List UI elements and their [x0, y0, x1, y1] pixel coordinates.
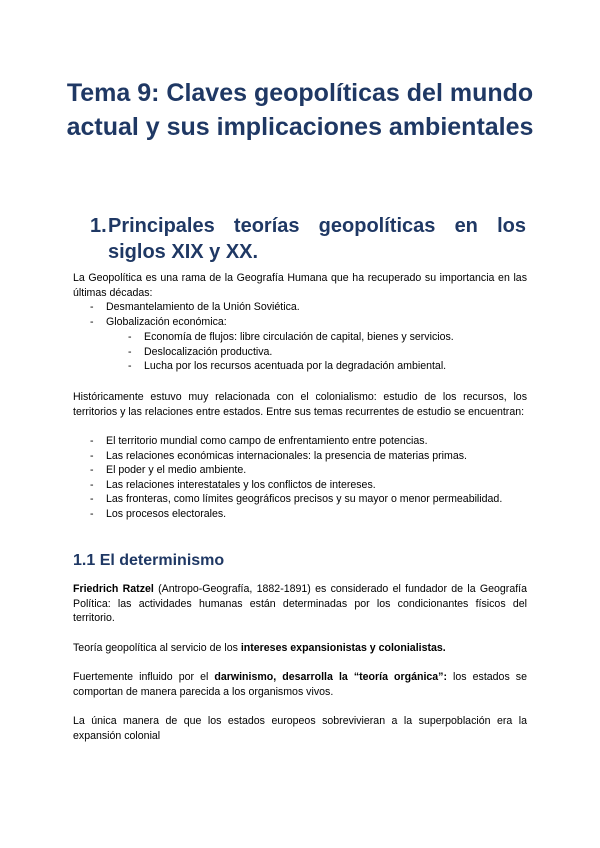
ratzel-name: Friedrich Ratzel	[73, 583, 154, 595]
dash-bullet: -	[90, 315, 94, 328]
list-item: - Desmantelamiento de la Unión Soviética.	[90, 301, 300, 313]
section-heading	[90, 213, 526, 265]
list-item: - Lucha por los recursos acentuada por la degradación ambiental.	[128, 360, 447, 372]
dash-bullet: -	[128, 345, 132, 358]
list-item: - Globalización económica:	[90, 315, 227, 328]
list-item: - Las relaciones interestatales y los conflictos de intereses.	[90, 478, 376, 491]
theory-paragraph: Teoría geopolítica al servicio de los intereses expansionistas y colonialistas.	[73, 642, 446, 654]
list-item: - El poder y el medio ambiente.	[90, 464, 247, 476]
list-item: - El territorio mundial como campo de enfrentamiento entre potencias.	[90, 435, 428, 447]
list-item: - Deslocalización productiva.	[128, 345, 273, 358]
list-item: - Las relaciones económicas internacionales: la presencia de materias primas.	[90, 449, 467, 462]
dash-bullet: -	[90, 464, 94, 476]
dash-bullet: -	[128, 331, 132, 343]
intro-paragraph: La Geopolítica es una rama de la Geografía Humana que ha recuperado su importancia en las últimas décadas:	[73, 272, 527, 299]
subsection-heading: 1.1 El determinismo	[73, 552, 225, 569]
list-item: - Los procesos electorales.	[90, 507, 227, 520]
dash-bullet: -	[90, 493, 94, 505]
dash-bullet: -	[90, 435, 94, 447]
dash-bullet: -	[90, 449, 94, 462]
dash-bullet: -	[128, 360, 132, 372]
list-item: - Economía de flujos: libre circulación de capital, bienes y servicios.	[128, 331, 454, 343]
dash-bullet: -	[90, 478, 94, 491]
history-paragraph: Históricamente estuvo muy relacionada con el colonialismo: estudio de los recursos, los territorios y las relaciones entre estados. Entre sus temas recurrentes de estudio se encuentran:	[73, 391, 527, 418]
darwin-paragraph: Fuertemente influido por el darwinismo, desarrolla la “teoría orgánica”: los estados se comportan de manera parecida a los organismos vivos.	[73, 671, 527, 698]
dash-bullet: -	[90, 301, 94, 313]
list-item: - Las fronteras, como límites geográficos precisos y su mayor o menor permeabilidad.	[90, 493, 503, 505]
colonial-paragraph: La única manera de que los estados europeos sobrevivieran a la superpoblación era la expansión colonial	[73, 715, 527, 742]
dash-bullet: -	[90, 507, 94, 520]
causes-list	[90, 300, 300, 329]
ratzel-paragraph: Friedrich Ratzel (Antropo-Geografía, 1882-1891) es considerado el fundador de la Geografía Política: las actividades humanas están determinadas por los condicionantes físicos del territorio.	[73, 583, 527, 624]
page-title: Tema 9: Claves geopolíticas del mundo actual y sus implicaciones ambientales	[66, 79, 534, 141]
globalization-list	[128, 330, 454, 374]
section-number: 1.	[90, 215, 107, 237]
themes-list	[90, 434, 502, 521]
section-title: Principales teorías geopolíticas en los siglos XIX y XX.	[108, 215, 526, 263]
